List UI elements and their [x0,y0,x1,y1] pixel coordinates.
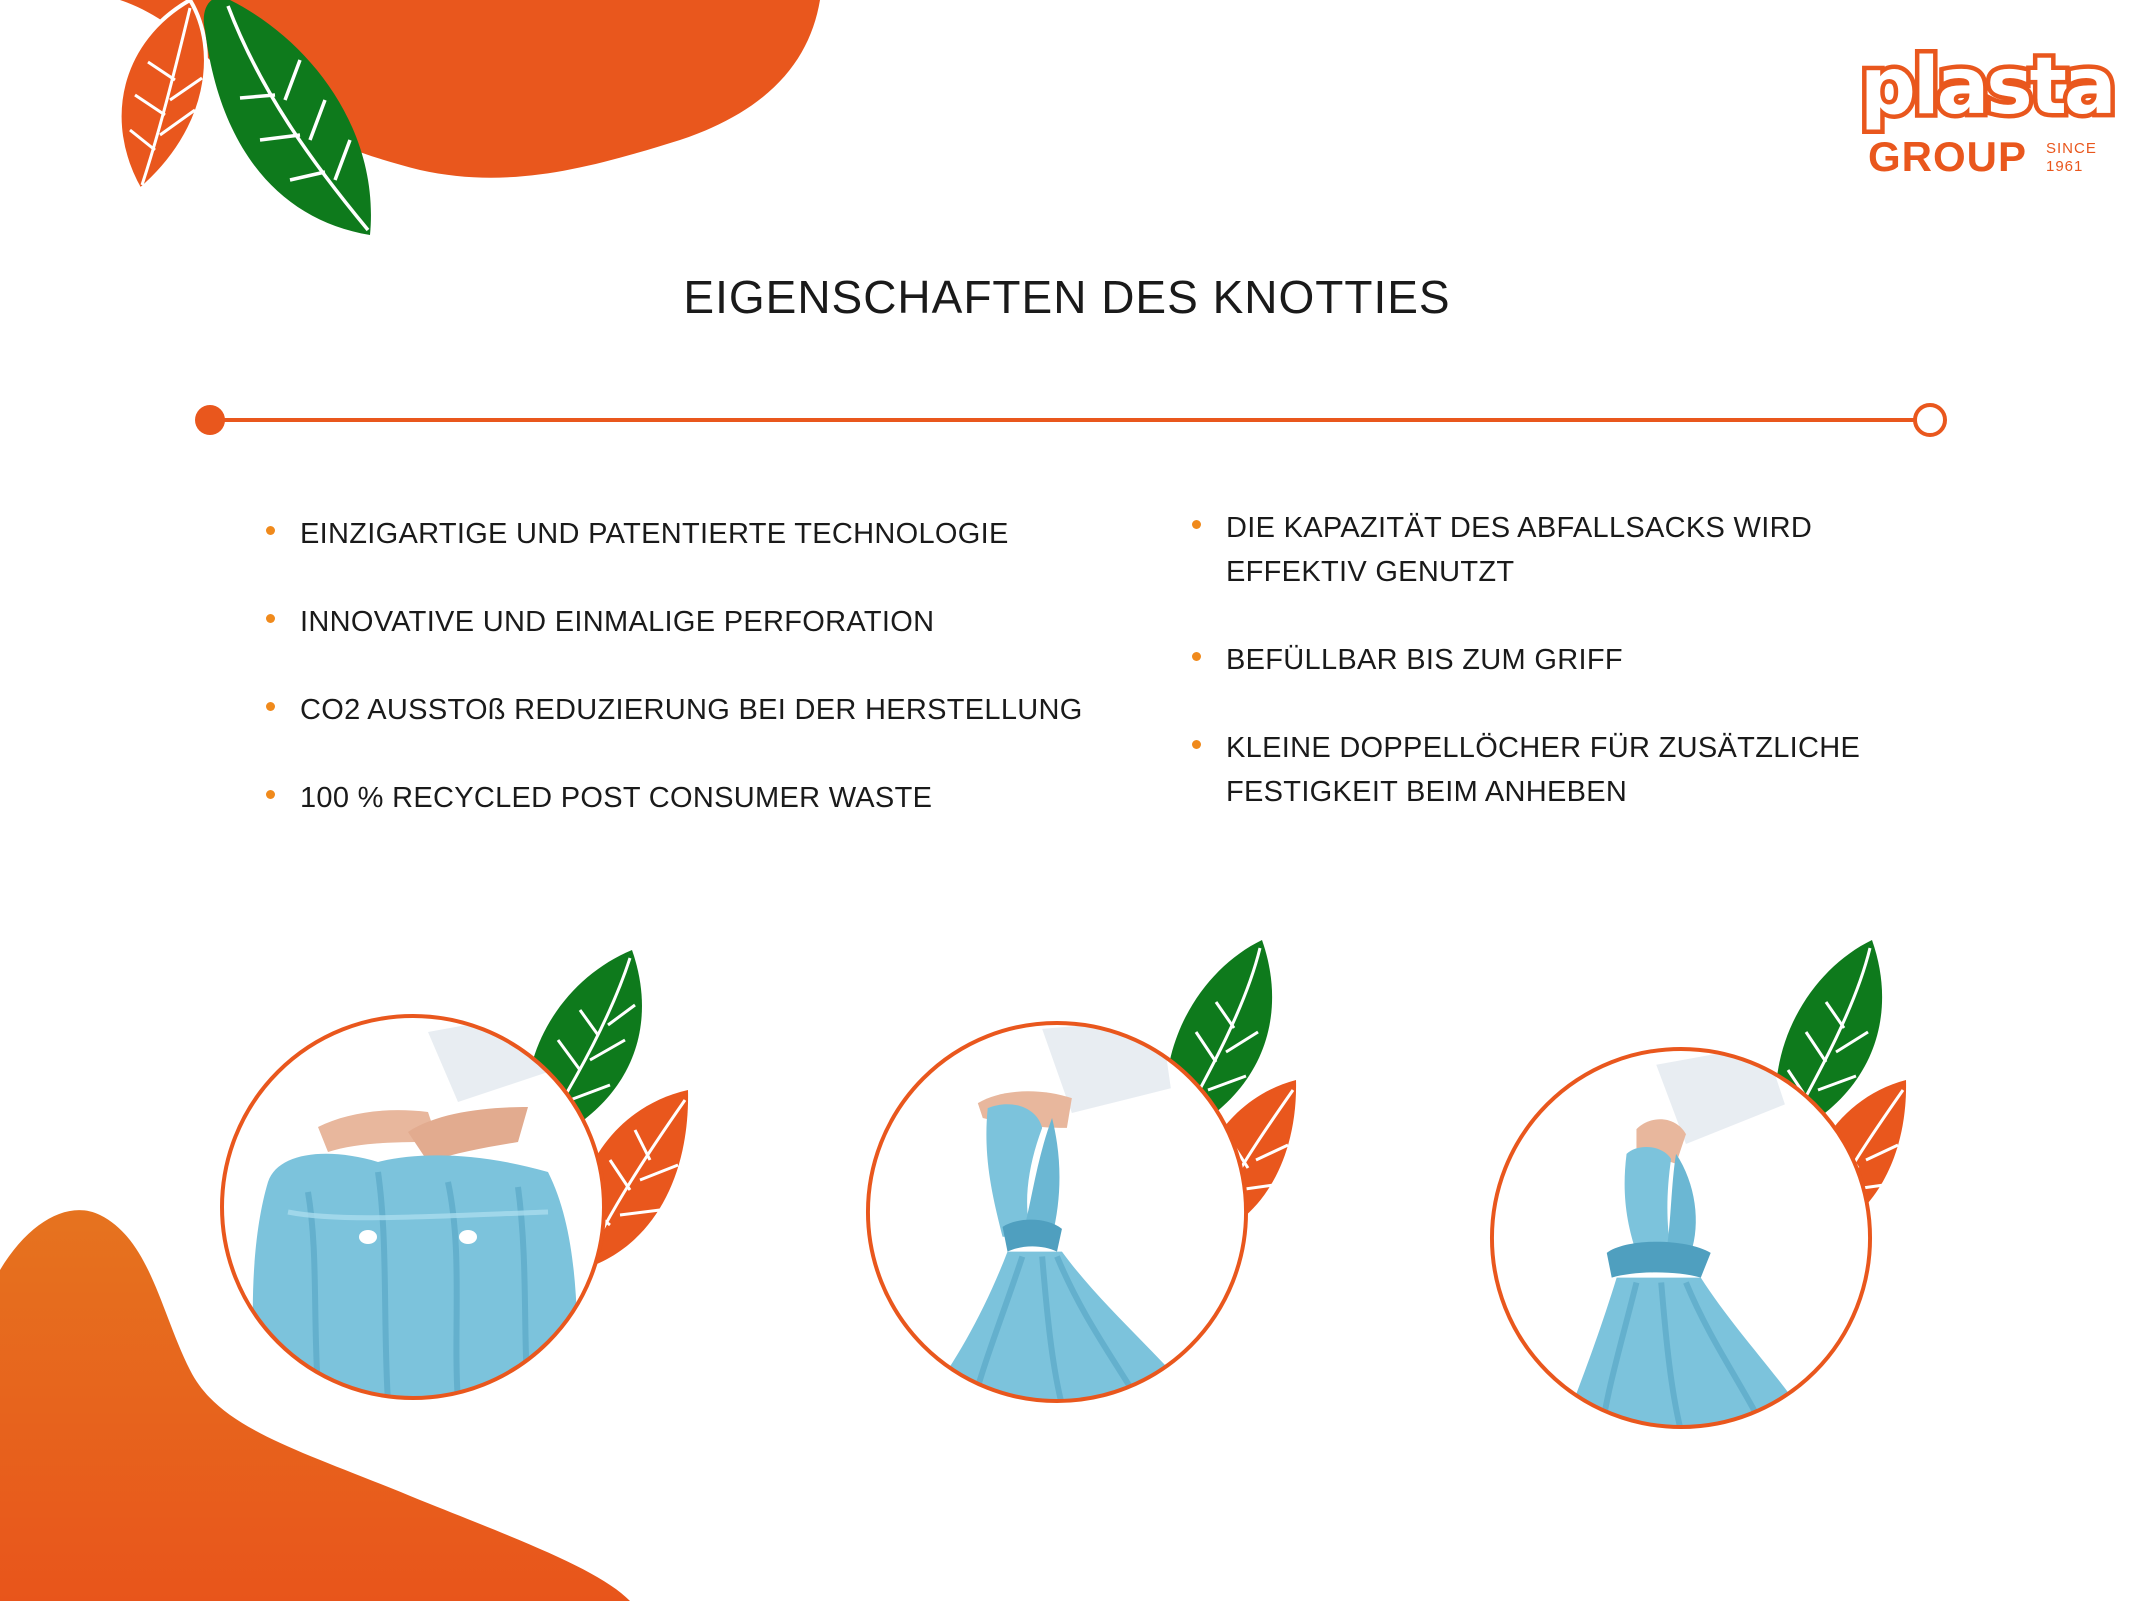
list-item: INNOVATIVE UND EINMALIGE PERFORATION [262,600,1142,644]
list-item: CO2 AUSSTOß REDUZIERUNG BEI DER HERSTELLUNG [262,688,1142,732]
list-item: DIE KAPAZITÄT DES ABFALLSACKS WIRD EFFEKTIV GENUTZT [1188,506,1868,594]
bullet-dot-icon [1192,520,1201,529]
bullet-dot-icon [1192,652,1201,661]
bullet-dot-icon [266,702,275,711]
features-right [1188,506,1868,858]
bullet-dot-icon [1192,740,1201,749]
page-title: EIGENSCHAFTEN DES KNOTTIES [683,271,1451,323]
timeline-divider [190,400,1950,440]
bullet-dot-icon [266,526,275,535]
photo-bag-lifted [1488,1045,1874,1431]
list-item: BEFÜLLBAR BIS ZUM GRIFF [1188,638,1868,682]
list-item: 100 % RECYCLED POST CONSUMER WASTE [262,776,1142,820]
logo-wordmark: plasta [1860,42,2114,132]
hollow-circle-icon [1915,405,1945,435]
logo-group-text: GROUP [1868,133,2028,180]
logo-since: SINCE 1961 [2046,140,2097,175]
photo-bag-tied [864,1019,1250,1405]
leaf-icon [110,0,380,240]
brand-logo [1860,42,2114,188]
list-item: EINZIGARTIGE UND PATENTIERTE TECHNOLOGIE [262,512,1142,556]
photo-bag-opening [218,1012,608,1402]
list-item: KLEINE DOPPELLÖCHER FÜR ZUSÄTZLICHE FESTIGKEIT BEIM ANHEBEN [1188,726,1868,814]
bullet-dot-icon [266,614,275,623]
filled-circle-icon [195,405,225,435]
features-left [262,512,1142,864]
bullet-dot-icon [266,790,275,799]
